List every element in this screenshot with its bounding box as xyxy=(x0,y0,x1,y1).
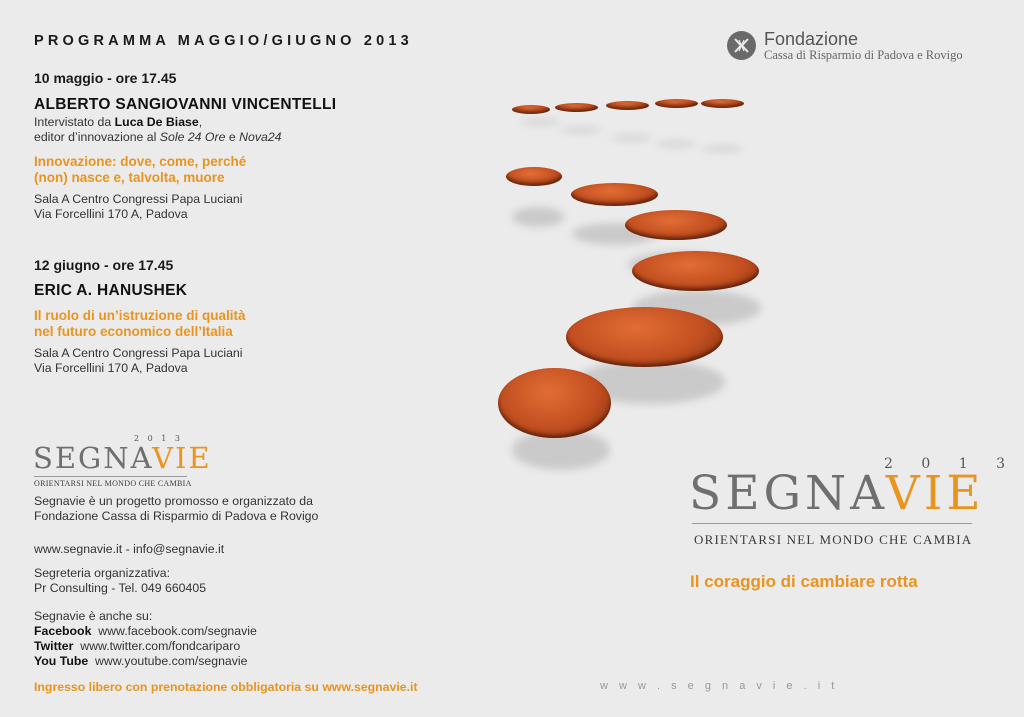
website-footer[interactable]: w w w . s e g n a v i e . i t xyxy=(600,680,839,692)
social-youtube[interactable]: You Tube www.youtube.com/segnavie xyxy=(34,654,248,668)
event2-venue: Sala A Centro Congressi Papa Luciani Via Forcellini 170 A, Padova xyxy=(34,346,243,375)
event2-topic: Il ruolo di un’istruzione di qualità nel futuro economico dell’Italia xyxy=(34,308,246,339)
social-list xyxy=(34,624,257,669)
small-logo-wordmark: SEGNAVIE xyxy=(33,441,212,475)
event2-date: 12 giugno - ore 17.45 xyxy=(34,257,174,273)
social-facebook[interactable]: Facebook www.facebook.com/segnavie xyxy=(34,624,257,638)
logo-year: 2 0 1 3 xyxy=(884,456,1017,472)
logo-divider xyxy=(692,523,972,524)
event1-speaker: ALBERTO SANGIOVANNI VINCENTELLI xyxy=(34,96,337,113)
fondazione-logo-icon xyxy=(727,31,756,60)
logo-tagline: ORIENTARSI NEL MONDO CHE CAMBIA xyxy=(694,532,973,547)
about-text: Segnavie è un progetto promosso e organizzato da Fondazione Cassa di Risparmio di Padova e Rovigo xyxy=(34,494,319,523)
logo-wordmark: SEGNAVIE xyxy=(689,466,985,521)
footer-note: Ingresso libero con prenotazione obbligatoria su www.segnavie.it xyxy=(34,680,418,694)
foundation-name: Fondazione xyxy=(764,29,859,49)
program-title: PROGRAMMA MAGGIO/GIUGNO 2013 xyxy=(34,33,413,49)
small-logo-divider xyxy=(34,476,187,477)
contacts-text: www.segnavie.it - info@segnavie.it xyxy=(34,542,225,556)
secretary-text: Segreteria organizzativa: Pr Consulting - Tel. 049 660405 xyxy=(34,566,207,595)
event1-interviewer: Luca De Biase xyxy=(114,115,199,129)
event1-date: 10 maggio - ore 17.45 xyxy=(34,70,177,86)
event2-speaker: ERIC A. HANUSHEK xyxy=(34,282,188,299)
slogan: Il coraggio di cambiare rotta xyxy=(690,572,918,591)
small-logo-year: 2 0 1 3 xyxy=(134,434,183,443)
event1-interview: Intervistato da Luca De Biase, editor d’innovazione al Sole 24 Ore e Nova24 xyxy=(34,115,282,144)
event1-topic: Innovazione: dove, come, perché (non) nasce e, talvolta, muore xyxy=(34,154,247,185)
small-logo-tagline: ORIENTARSI NEL MONDO CHE CAMBIA xyxy=(34,479,192,488)
foundation-subtitle: Cassa di Risparmio di Padova e Rovigo xyxy=(764,48,963,62)
social-twitter[interactable]: Twitter www.twitter.com/fondcariparo xyxy=(34,639,241,653)
event1-venue: Sala A Centro Congressi Papa Luciani Via Forcellini 170 A, Padova xyxy=(34,192,243,221)
social-intro: Segnavie è anche su: xyxy=(34,609,153,623)
